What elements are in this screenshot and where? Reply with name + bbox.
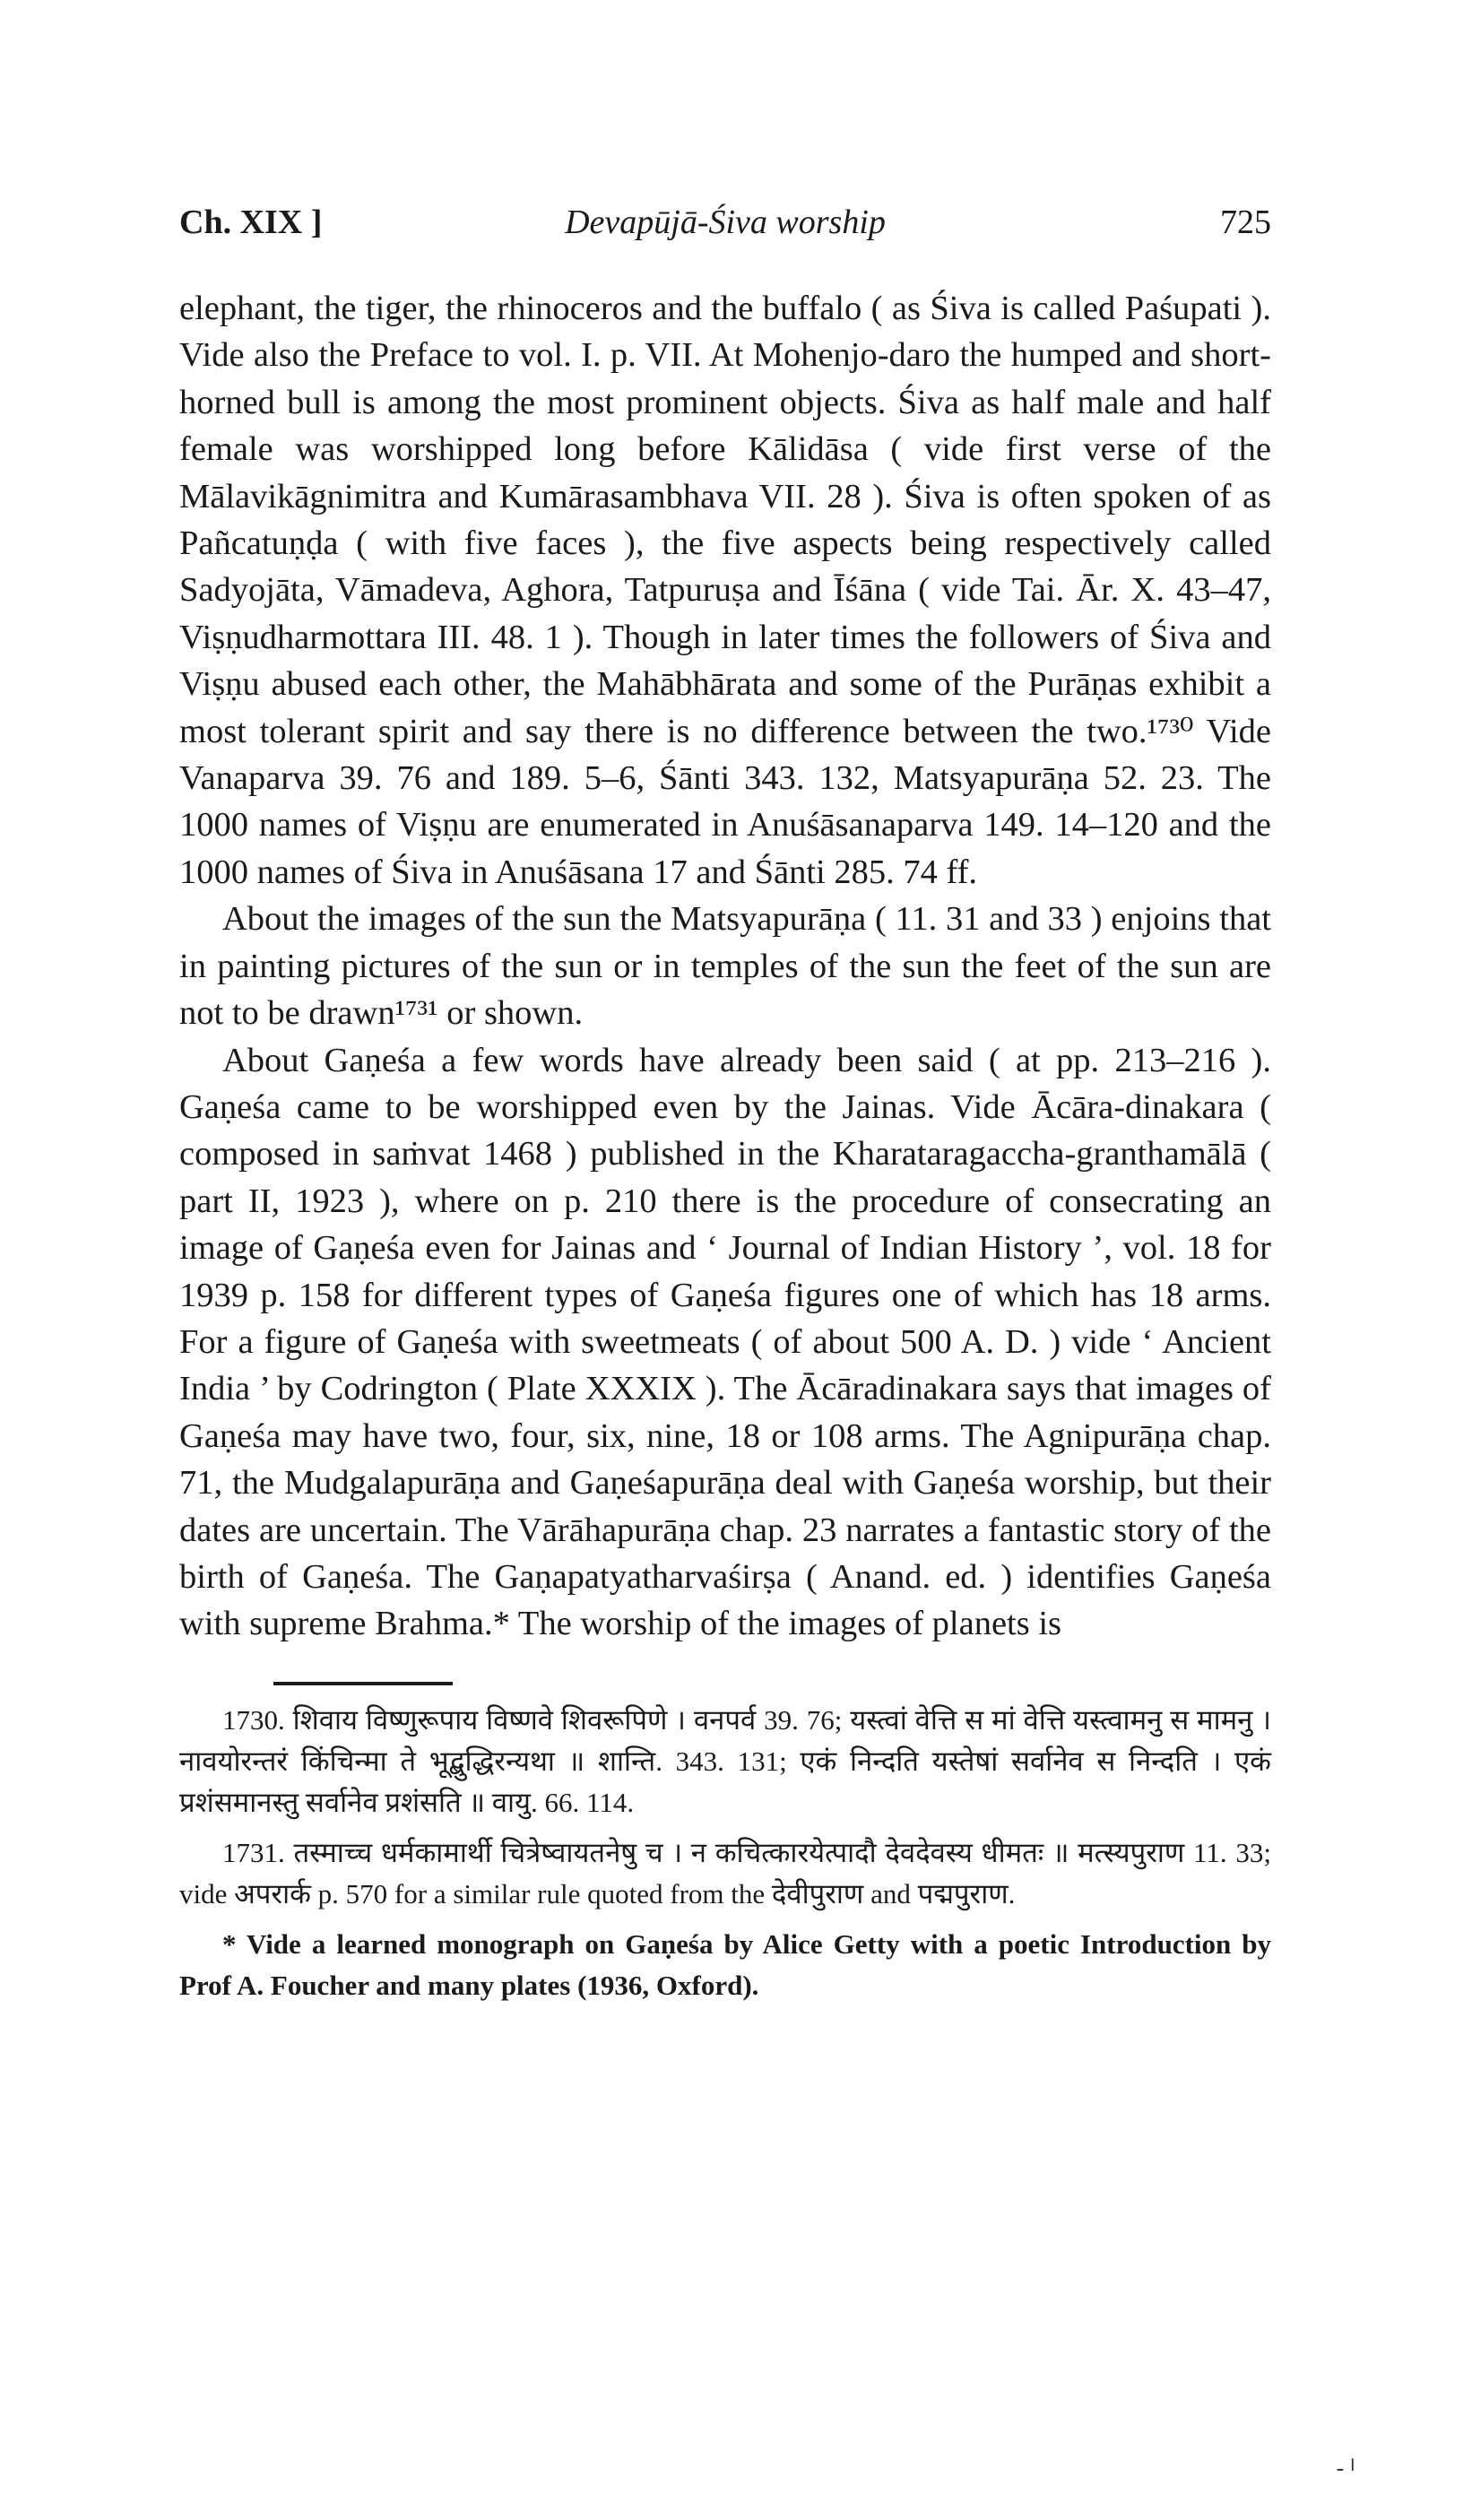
- stray-marks: ـ ।: [1337, 2453, 1355, 2475]
- running-header: [179, 203, 1271, 256]
- footnote-star: * Vide a learned monograph on Gaṇeśa by Alice Getty with a poetic Introduction by Prof A. Foucher and many plates (1936, Oxford).: [179, 1928, 1271, 2001]
- paragraph-2: About the images of the sun the Matsyapurāṇa ( 11. 31 and 33 ) enjoins that in painting pictures of the sun or in temples of the sun the feet of the sun are not to be drawn¹⁷³¹ or shown.: [179, 900, 1271, 1033]
- paragraph-3: About Gaṇeśa a few words have already been said ( at pp. 213–216 ). Gaṇeśa came to be worshipped even by the Jainas. Vide Ācāra-dinakara ( composed in saṁvat 1468 ) published in the Kharataragaccha-granthamālā ( part II, 1923 ), where on p. 210 there is the procedure of consecrating an image of Gaṇeśa even for Jainas and ‘ Journal of Indian History ’, vol. 18 for 1939 p. 158 for different types of Gaṇeśa figures one of which has 18 arms. For a figure of Gaṇeśa with sweetmeats ( of about 500 A. D. ) vide ‘ Ancient India ’ by Codrington ( Plate XXXIX ). The Ācāradinakara says that images of Gaṇeśa may have two, four, six, nine, 18 or 108 arms. The Agnipurāṇa chap. 71, the Mudgalapurāṇa and Gaṇeśapurāṇa deal with Gaṇeśa worship, but their dates are uncertain. The Vārāhapurāṇa chap. 23 narrates a fantastic story of the birth of Gaṇeśa. The Gaṇapatyatharvaśirṣa ( Anand. ed. ) identifies Gaṇeśa with supreme Brahma.* The worship of the images of planets is: [179, 1041, 1271, 1643]
- footnote-1730: 1730. शिवाय विष्णुरूपाय विष्णवे शिवरूपिणे । वनपर्व 39. 76; यस्त्वां वेत्ति स मां वेत्ति यस्त्वामनु स मामनु । नावयोरन्तरं किंचिन्मा ते भूद्बुद्धिरन्यथा ॥ शान्ति. 343. 131; एकं निन्दति यस्तेषां सर्वानेव स निन्दति । एकं प्रशंसमानस्तु सर्वानेव प्रशंसति ॥ वायु. 66. 114.: [179, 1704, 1271, 1818]
- paragraph-1: elephant, the tiger, the rhinoceros and the buffalo ( as Śiva is called Paśupati ). Vide also the Preface to vol. I. p. VII. At Mohenjo-daro the humped and short-horned bull is among the most prominent objects. Śiva as half male and half female was worshipped long before Kālidāsa ( vide first verse of the Mālavikāgnimitra and Kumārasambhava VII. 28 ). Śiva is often spoken of as Pañcatuṇḍa ( with five faces ), the five aspects being respectively called Sadyojāta, Vāmadeva, Aghora, Tatpuruṣa and Īśāna ( vide Tai. Ār. X. 43–47, Viṣṇudharmottara III. 48. 1 ). Though in later times the followers of Śiva and Viṣṇu abused each other, the Mahābhārata and some of the Purāṇas exhibit a most tolerant spirit and say there is no difference between the two.¹⁷³⁰ Vide Vanaparva 39. 76 and 189. 5–6, Śānti 343. 132, Matsyapurāṇa 52. 23. The 1000 names of Viṣṇu are enumerated in Anuśāsanaparva 149. 14–120 and the 1000 names of Śiva in Anuśāsana 17 and Śānti 285. 74 ff.: [179, 290, 1271, 891]
- main-text: [179, 285, 1271, 1648]
- page-title: Devapūjā-Śiva worship: [565, 204, 886, 241]
- page-number: 725: [1220, 204, 1271, 241]
- footnote-1731: 1731. तस्माच्च धर्मकामार्थी चित्रेष्वायतनेषु च । न कचित्कारयेत्पादौ देवदेवस्य धीमतः ॥ मत्स्यपुराण 11. 33; vide अपरार्क p. 570 for a similar rule quoted from the देवीपुराण and पद्मपुराण.: [179, 1837, 1271, 1909]
- chapter-label: Ch. XIX ]: [179, 204, 323, 241]
- footnotes: [179, 1700, 1271, 2015]
- footnote-divider: [273, 1682, 453, 1685]
